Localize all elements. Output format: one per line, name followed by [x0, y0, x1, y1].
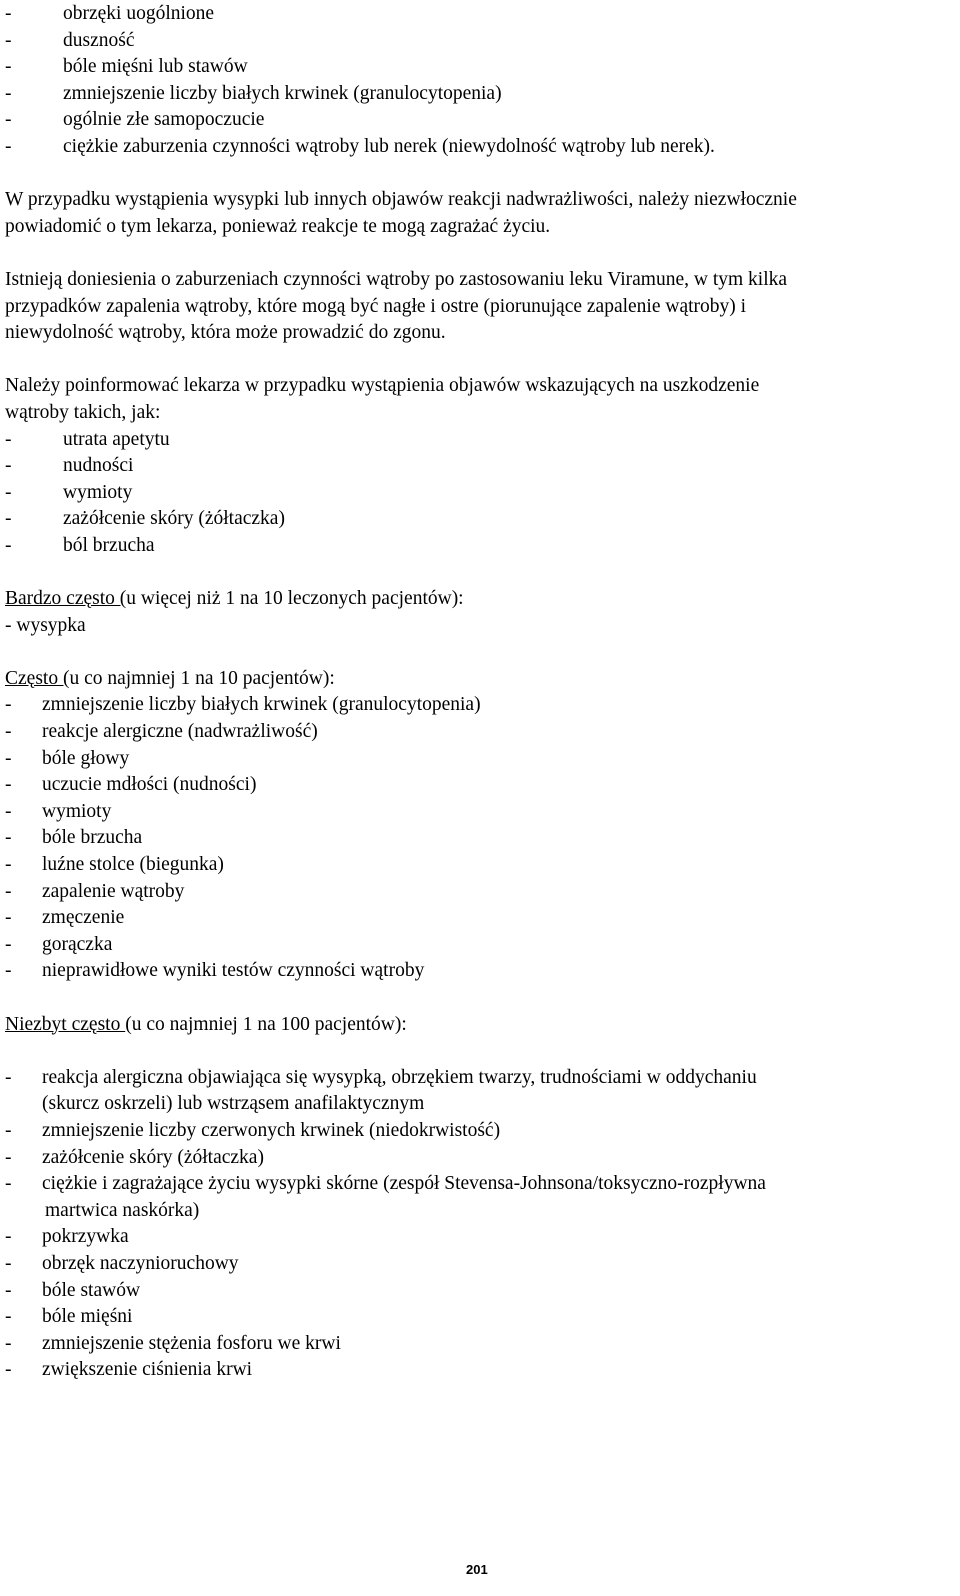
bullet-dash: -: [5, 1226, 12, 1248]
list-item: [5, 1251, 950, 1278]
list-item: [5, 772, 950, 799]
list-item: [5, 54, 950, 81]
frequency-description: u więcej niż 1 na 10 leczonych pacjentów):: [126, 588, 464, 610]
list-item: [5, 107, 950, 134]
list-item-text: utrata apetytu: [63, 428, 170, 450]
bullet-dash: -: [5, 1066, 12, 1088]
bullet-dash: -: [5, 747, 12, 769]
common-side-effects-list: [5, 692, 950, 985]
bullet-dash: -: [5, 455, 12, 477]
list-item-text: ogólnie złe samopoczucie: [63, 109, 265, 131]
list-item: [5, 81, 950, 108]
list-item: [5, 1304, 950, 1331]
list-item: [5, 746, 950, 773]
bullet-dash: -: [5, 933, 12, 955]
section-heading-common: [5, 666, 950, 693]
list-item-text: bóle głowy: [42, 747, 130, 769]
list-item: [5, 28, 950, 55]
list-item: [5, 1331, 950, 1358]
uncommon-side-effects-list: [5, 1065, 950, 1384]
bullet-dash: -: [5, 508, 12, 530]
list-item: [5, 905, 950, 932]
list-item-text: bóle mięśni: [42, 1306, 133, 1328]
list-item-text: zmniejszenie stężenia fosforu we krwi: [42, 1332, 341, 1354]
paragraph-line: niewydolność wątroby, która może prowadzić do zgonu.: [5, 322, 446, 344]
frequency-label: Niezbyt często: [5, 1013, 126, 1035]
list-item-text: zmniejszenie liczby czerwonych krwinek (niedokrwistość): [42, 1119, 501, 1141]
list-item: [5, 825, 950, 852]
symptom-list-1: [5, 1, 950, 161]
list-item: [5, 1171, 950, 1198]
bullet-dash: -: [5, 854, 12, 875]
list-item-text: zażółcenie skóry (żółtaczka): [42, 1146, 264, 1168]
list-item-text: reakcja alergiczna objawiająca się wysypką, obrzękiem twarzy, trudnościami w oddychaniu: [42, 1066, 757, 1088]
list-item: [5, 1145, 950, 1172]
list-item: [5, 453, 950, 480]
list-item: [5, 1357, 950, 1384]
frequency-description: (u co najmniej 1 na 100 pacjentów):: [125, 1013, 407, 1035]
bullet-dash: -: [5, 3, 12, 24]
paragraph-line: W przypadku wystąpienia wysypki lub innych objawów reakcji nadwrażliwości, należy niezwłocznie: [5, 189, 797, 211]
bullet-dash: -: [5, 721, 12, 743]
bullet-dash: -: [5, 880, 12, 902]
list-item: [5, 506, 950, 533]
list-item: [5, 1065, 950, 1092]
bullet-dash: -: [5, 109, 12, 131]
bullet-dash: -: [5, 481, 12, 503]
list-item-text: zapalenie wątroby: [42, 880, 185, 902]
bullet-dash: -: [5, 1119, 12, 1141]
bullet-dash: -: [5, 1252, 12, 1274]
list-item-text: zmęczenie: [42, 907, 125, 929]
list-item: [5, 1278, 950, 1305]
paragraph-line: powiadomić o tym lekarza, ponieważ reakcje te mogą zagrażać życiu.: [5, 215, 551, 237]
list-item-text: obrzęk naczynioruchowy: [42, 1252, 239, 1274]
list-item: [5, 1118, 950, 1145]
section-heading-uncommon: [5, 1012, 950, 1039]
list-item: [5, 1224, 950, 1251]
bullet-dash: -: [5, 960, 12, 982]
list-item-text: pokrzywka: [42, 1226, 129, 1248]
section-heading-very-common: [5, 586, 950, 613]
bullet-dash: -: [5, 800, 12, 822]
list-item-text: duszność: [63, 29, 135, 51]
list-item-text: wymioty: [42, 800, 112, 822]
list-item-continuation: [5, 1198, 950, 1225]
liver-symptom-list: [5, 427, 950, 560]
paragraph-line: Istnieją doniesienia o zaburzeniach czynności wątroby po zastosowaniu leku Viramune, w tym kilka: [5, 268, 788, 290]
list-item-text: nudności: [63, 455, 134, 477]
list-item-text: uczucie mdłości (nudności): [42, 774, 257, 796]
document-page: [5, 1, 950, 1384]
list-item-text: bóle brzucha: [42, 827, 143, 849]
bullet-dash: -: [5, 907, 12, 929]
list-item-text: zmniejszenie liczby białych krwinek (granulocytopenia): [42, 694, 481, 716]
list-item-text: obrzęki uogólnione: [63, 3, 215, 24]
list-item-text: zmniejszenie liczby białych krwinek (granulocytopenia): [63, 82, 502, 104]
list-item: [5, 958, 950, 985]
list-item-text: luźne stolce (biegunka): [42, 854, 224, 875]
list-item-text: gorączka: [42, 933, 113, 955]
bullet-dash: -: [5, 774, 12, 796]
page-number: 201: [466, 1562, 488, 1577]
list-item-text: zażółcenie skóry (żółtaczka): [63, 508, 285, 530]
list-item: [5, 533, 950, 560]
frequency-label: Bardzo często (: [5, 588, 127, 610]
list-item-text: ciężkie zaburzenia czynności wątroby lub nerek (niewydolność wątroby lub nerek).: [63, 135, 715, 157]
bullet-dash: -: [5, 1146, 12, 1168]
list-item-text: bóle mięśni lub stawów: [63, 56, 248, 78]
paragraph-line: Należy poinformować lekarza w przypadku wystąpienia objawów wskazujących na uszkodzenie: [5, 375, 760, 397]
list-item-text: ciężkie i zagrażające życiu wysypki skórne (zespół Stevensa-Johnsona/toksyczno-rozpływna: [42, 1173, 766, 1195]
bullet-dash: -: [5, 1332, 12, 1354]
list-item: [5, 719, 950, 746]
list-item-text: reakcje alergiczne (nadwrażliwość): [42, 721, 318, 743]
liver-reports-paragraph: [5, 267, 950, 347]
bullet-dash: -: [5, 428, 12, 450]
bullet-dash: -: [5, 1306, 12, 1328]
list-item-text: bóle stawów: [42, 1279, 141, 1301]
paragraph-line: przypadków zapalenia wątroby, które mogą być nagłe i ostre (piorunujące zapalenie wątroby) i: [5, 295, 747, 317]
liver-symptoms-intro: [5, 373, 950, 426]
bullet-dash: -: [5, 534, 12, 556]
bullet-dash: -: [5, 1173, 12, 1195]
list-item-continuation: [5, 1091, 950, 1118]
list-item: [5, 480, 950, 507]
list-item-text: nieprawidłowe wyniki testów czynności wątroby: [42, 960, 425, 982]
list-item: [5, 134, 950, 161]
bullet-dash: -: [5, 1279, 12, 1301]
list-item-text: wymioty: [63, 481, 133, 503]
bullet-dash: -: [5, 82, 12, 104]
frequency-description: u co najmniej 1 na 10 pacjentów):: [69, 667, 335, 689]
list-item-text: martwica naskórka): [45, 1199, 200, 1221]
list-item: - wysypka: [5, 614, 86, 636]
frequency-label: Często (: [5, 667, 70, 689]
bullet-dash: -: [5, 694, 12, 716]
bullet-dash: -: [5, 56, 12, 78]
list-item-text: (skurcz oskrzeli) lub wstrząsem anafilaktycznym: [42, 1093, 425, 1115]
bullet-dash: -: [5, 135, 12, 157]
list-item-text: ból brzucha: [63, 534, 155, 556]
list-item: [5, 852, 950, 879]
list-item: [5, 799, 950, 826]
list-item: [5, 692, 950, 719]
list-item: [5, 932, 950, 959]
bullet-dash: -: [5, 29, 12, 51]
list-item: [5, 879, 950, 906]
list-item: [5, 1, 950, 28]
bullet-dash: -: [5, 1359, 12, 1381]
list-item: [5, 427, 950, 454]
paragraph-line: wątroby takich, jak:: [5, 401, 161, 423]
bullet-dash: -: [5, 827, 12, 849]
list-item-text: zwiększenie ciśnienia krwi: [42, 1359, 253, 1381]
hypersensitivity-paragraph: [5, 187, 950, 240]
